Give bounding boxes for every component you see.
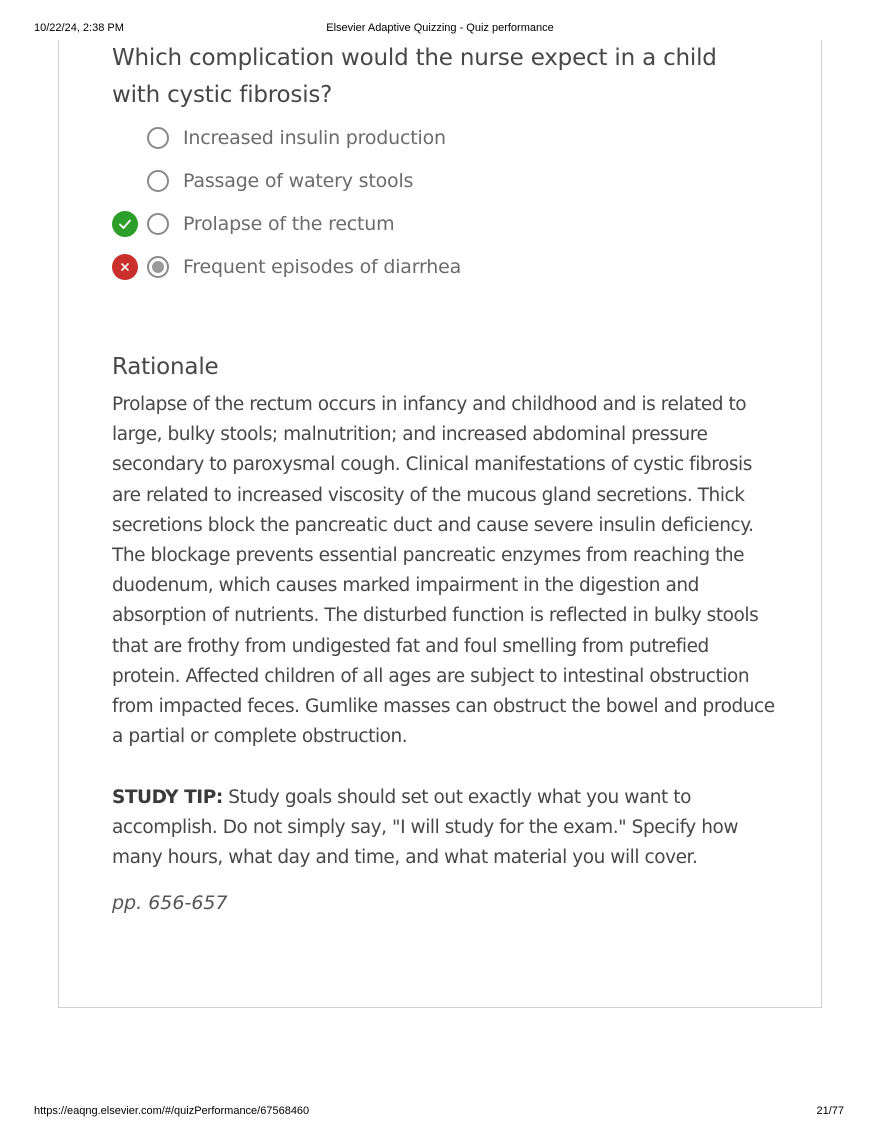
answer-options: [112, 116, 772, 288]
option-label: Prolapse of the rectum: [183, 212, 395, 235]
study-tip-label: STUDY TIP:: [112, 787, 223, 808]
answer-option-4[interactable]: [112, 245, 772, 288]
status-slot: [112, 211, 138, 237]
status-slot: [112, 254, 138, 280]
x-icon: [112, 254, 138, 280]
rationale-body: Prolapse of the rectum occurs in infancy and childhood and is related to large, bulky stools; malnutrition; and increased abdominal pressure secondary to paroxysmal cough. Clinical manifestations of cystic fibrosis are related to increased viscosity of the mucous gland secretions. Thick secretions block the pancreatic duct and cause severe insulin deficiency. The blockage prevents essential pancreatic enzymes from reaching the duodenum, which causes marked impairment in the digestion and absorption of nutrients. The disturbed function is reflected in bulky stools that are frothy from undigested fat and foul smelling from putrefied protein. Affected children of all ages are subject to intestinal obstruction from impacted feces. Gumlike masses can obstruct the bowel and produce a partial or complete obstruction.: [112, 394, 775, 748]
print-header-title: Elsevier Adaptive Quizzing - Quiz performance: [326, 22, 554, 34]
radio-button[interactable]: [147, 170, 169, 192]
option-label: Passage of watery stools: [183, 169, 414, 192]
radio-selected-dot: [152, 261, 164, 273]
answer-option-1[interactable]: [112, 116, 772, 159]
option-label: Frequent episodes of diarrhea: [183, 255, 462, 278]
page-reference: pp. 656-657: [112, 892, 228, 914]
radio-button[interactable]: [147, 127, 169, 149]
question-card: [58, 40, 822, 1008]
print-header-datetime: 10/22/24, 2:38 PM: [34, 22, 124, 34]
study-tip-text: Study goals should set out exactly what you want to accomplish. Do not simply say, "I will study for the exam." Specify how many hours, what day and time, and what material you will cover.: [112, 787, 739, 869]
study-tip: [112, 783, 776, 874]
answer-option-2[interactable]: [112, 159, 772, 202]
answer-option-3[interactable]: [112, 202, 772, 245]
radio-button[interactable]: [147, 213, 169, 235]
status-slot-empty: [112, 168, 138, 194]
checkmark-icon: [112, 211, 138, 237]
radio-button-selected[interactable]: [147, 256, 169, 278]
option-label: Increased insulin production: [183, 126, 446, 149]
rationale-heading: Rationale: [112, 354, 219, 380]
question-text: Which complication would the nurse expect in a child with cystic fibrosis?: [112, 45, 717, 108]
status-slot-empty: [112, 125, 138, 151]
print-footer-url: https://eaqng.elsevier.com/#/quizPerformance/67568460: [34, 1105, 310, 1117]
print-footer-page: 21/77: [816, 1105, 844, 1117]
